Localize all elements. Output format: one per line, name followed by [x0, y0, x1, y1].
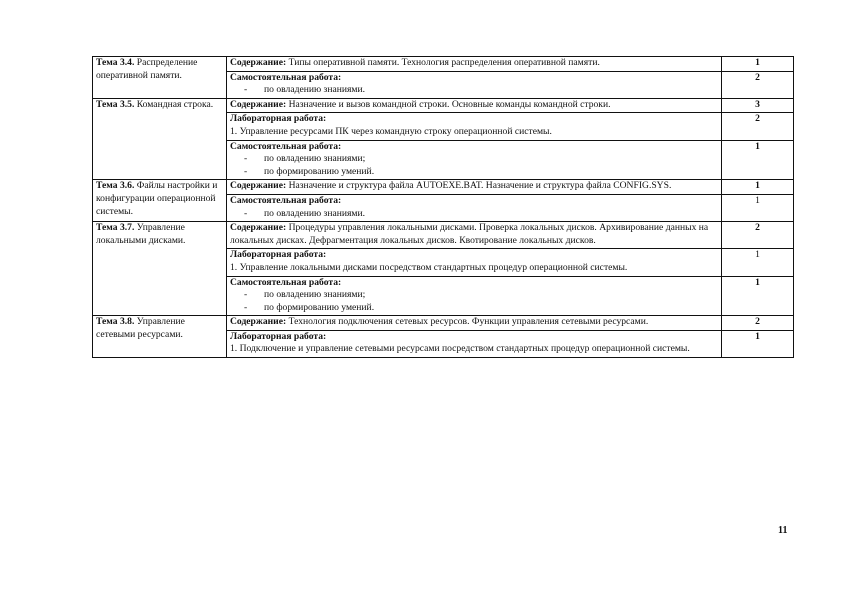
topic-number: Тема 3.8.	[96, 316, 135, 328]
content-paragraph	[230, 316, 718, 329]
content-paragraph	[230, 141, 718, 154]
row-text: Процедуры управления локальными дисками. Проверка локальных дисков. Архивирование данных на локальных дисках. Дефрагментация локальных дисков. Квотирование локальных дисков.	[230, 222, 709, 246]
content-cell	[227, 57, 722, 72]
row-label: Лабораторная работа:	[230, 113, 327, 125]
list-item	[230, 208, 718, 221]
content-paragraph	[230, 72, 718, 85]
list-item	[230, 166, 718, 179]
row-label: Содержание:	[230, 180, 287, 192]
list-item-text: по формированию умений.	[264, 165, 375, 177]
topic-title: Управление локальными дисками.	[96, 222, 186, 246]
row-label: Самостоятельная работа:	[230, 140, 342, 152]
table-row	[93, 57, 794, 72]
dash-bullet: -	[244, 301, 248, 313]
content-cell	[227, 180, 722, 195]
hours-cell: 2	[722, 222, 794, 249]
page-number: 11	[778, 525, 788, 536]
table-row	[93, 316, 794, 331]
content-cell	[227, 276, 722, 316]
content-paragraph	[230, 249, 718, 274]
topic-title: Командная строка.	[136, 98, 214, 110]
row-text: 1. Управление локальными дисками посредством стандартных процедур операционной системы.	[230, 261, 628, 273]
row-label: Лабораторная работа:	[230, 249, 327, 261]
hours-cell: 1	[722, 330, 794, 357]
content-paragraph	[230, 57, 718, 70]
topic-title: Распределение оперативной памяти.	[96, 57, 198, 81]
study-plan-table	[92, 56, 794, 358]
content-paragraph	[230, 99, 718, 112]
list-item-text: по овладению знаниями.	[264, 207, 366, 219]
topic-number: Тема 3.5.	[96, 98, 135, 110]
hours-cell: 1	[722, 180, 794, 195]
row-text: Технология подключения сетевых ресурсов. Функции управления сетевыми ресурсами.	[288, 316, 649, 328]
hours-cell: 3	[722, 98, 794, 113]
topic-cell	[93, 180, 227, 222]
topic-cell	[93, 57, 227, 99]
content-paragraph	[230, 277, 718, 290]
hours-cell: 1	[722, 57, 794, 72]
list-item	[230, 153, 718, 166]
content-cell	[227, 71, 722, 98]
content-cell	[227, 222, 722, 249]
row-label: Самостоятельная работа:	[230, 276, 342, 288]
row-text: Типы оперативной памяти. Технология распределения оперативной памяти.	[288, 57, 600, 68]
hours-cell: 2	[722, 113, 794, 140]
table-row	[93, 180, 794, 195]
content-paragraph	[230, 222, 718, 247]
row-label: Самостоятельная работа:	[230, 194, 342, 206]
row-label: Содержание:	[230, 316, 287, 328]
content-paragraph	[230, 180, 718, 193]
topic-title: Управление сетевыми ресурсами.	[96, 316, 185, 340]
list-item	[230, 302, 718, 315]
content-cell	[227, 113, 722, 140]
content-cell	[227, 140, 722, 180]
content-paragraph	[230, 113, 718, 138]
hours-cell: 2	[722, 316, 794, 331]
row-label: Содержание:	[230, 98, 287, 110]
content-cell	[227, 249, 722, 276]
dash-bullet: -	[244, 207, 248, 219]
list-item-text: по овладению знаниями.	[264, 84, 366, 96]
row-text: Назначение и вызов командной строки. Основные команды командной строки.	[288, 98, 611, 110]
list-item	[230, 289, 718, 302]
list-item	[230, 84, 718, 97]
topic-title: Файлы настройки и конфигурации операционной системы.	[96, 180, 218, 217]
row-text: Назначение и структура файла AUTOEXE.BAT. Назначение и структура файла CONFIG.SYS.	[288, 180, 672, 192]
row-label: Самостоятельная работа:	[230, 71, 342, 83]
hours-cell: 1	[722, 249, 794, 276]
row-text: 1. Управление ресурсами ПК через командную строку операционной системы.	[230, 125, 552, 137]
list-item-text: по формированию умений.	[264, 301, 375, 313]
table-row	[93, 98, 794, 113]
topic-number: Тема 3.4.	[96, 57, 135, 68]
hours-cell: 1	[722, 276, 794, 316]
content-cell	[227, 194, 722, 221]
list-item-text: по овладению знаниями;	[264, 289, 366, 301]
content-cell	[227, 330, 722, 357]
content-cell	[227, 316, 722, 331]
row-label: Содержание:	[230, 57, 287, 68]
list-item-text: по овладению знаниями;	[264, 153, 366, 165]
content-cell	[227, 98, 722, 113]
topic-cell	[93, 316, 227, 358]
topic-number: Тема 3.6.	[96, 180, 135, 192]
topic-number: Тема 3.7.	[96, 222, 135, 234]
topic-cell	[93, 222, 227, 316]
hours-cell: 1	[722, 140, 794, 180]
content-paragraph	[230, 195, 718, 208]
row-label: Лабораторная работа:	[230, 330, 327, 342]
dash-bullet: -	[244, 84, 248, 96]
content-paragraph	[230, 331, 718, 356]
dash-bullet: -	[244, 289, 248, 301]
row-label: Содержание:	[230, 222, 287, 234]
table-row	[93, 222, 794, 249]
topic-cell	[93, 98, 227, 180]
hours-cell: 1	[722, 194, 794, 221]
row-text: 1. Подключение и управление сетевыми ресурсами посредством стандартных процедур операционной системы.	[230, 343, 690, 355]
dash-bullet: -	[244, 153, 248, 165]
hours-cell: 2	[722, 71, 794, 98]
dash-bullet: -	[244, 165, 248, 177]
